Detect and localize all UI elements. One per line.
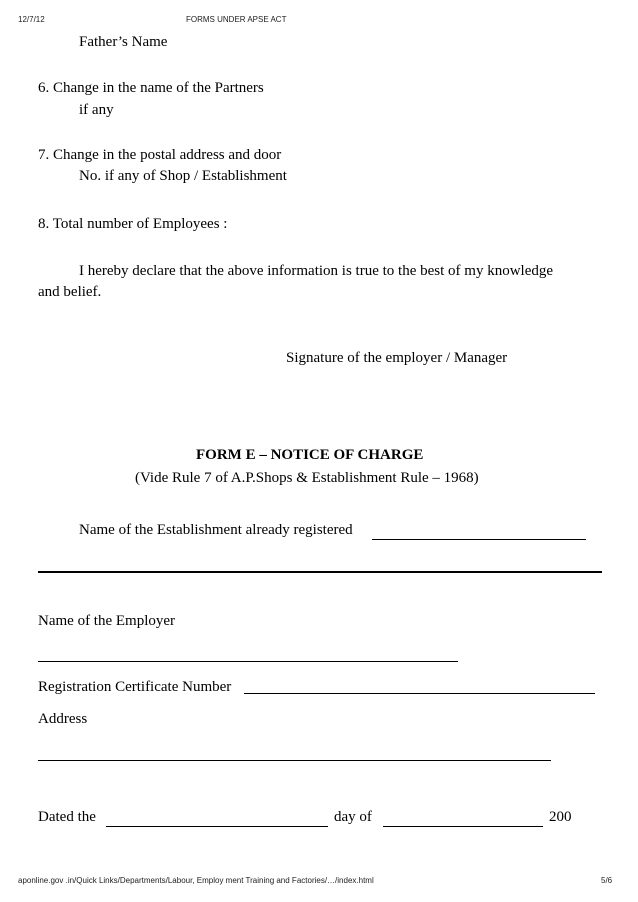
footer-url: aponline.gov .in/Quick Links/Departments/Labour, Employ ment Training and Factories/…/index.html xyxy=(18,876,374,885)
establishment-label: Name of the Establishment already registered xyxy=(79,522,353,538)
item6-line1: 6. Change in the name of the Partners xyxy=(38,80,264,96)
header-title: FORMS UNDER APSE ACT xyxy=(186,15,287,24)
establishment-blank-line xyxy=(372,539,586,540)
address-label: Address xyxy=(38,711,88,727)
form-e-title: FORM E – NOTICE OF CHARGE xyxy=(196,447,424,463)
registration-blank-line xyxy=(244,693,595,694)
dated-blank-line xyxy=(106,826,328,827)
dated-label: Dated the xyxy=(38,809,96,825)
signature-label: Signature of the employer / Manager xyxy=(286,350,508,366)
declaration-line2: and belief. xyxy=(38,284,102,300)
address-blank-line xyxy=(38,760,551,761)
item8-label: 8. Total number of Employees : xyxy=(38,216,228,232)
day-of-label: day of xyxy=(334,809,372,825)
registration-label: Registration Certificate Number xyxy=(38,679,232,695)
establishment-full-line xyxy=(38,571,602,573)
header-date: 12/7/12 xyxy=(18,15,45,24)
item7-line2: No. if any of Shop / Establishment xyxy=(79,168,287,184)
item7-line1: 7. Change in the postal address and door xyxy=(38,147,282,163)
declaration-line1: I hereby declare that the above information is true to the best of my knowledge xyxy=(79,263,554,279)
employer-label: Name of the Employer xyxy=(38,613,176,629)
year-label: 200 xyxy=(549,809,572,825)
month-blank-line xyxy=(383,826,543,827)
fathers-name-label: Father’s Name xyxy=(79,34,168,50)
footer-page-number: 5/6 xyxy=(601,876,613,885)
item6-line2: if any xyxy=(79,102,114,118)
employer-blank-line xyxy=(38,661,458,662)
form-e-subtitle: (Vide Rule 7 of A.P.Shops & Establishment Rule – 1968) xyxy=(135,470,479,486)
